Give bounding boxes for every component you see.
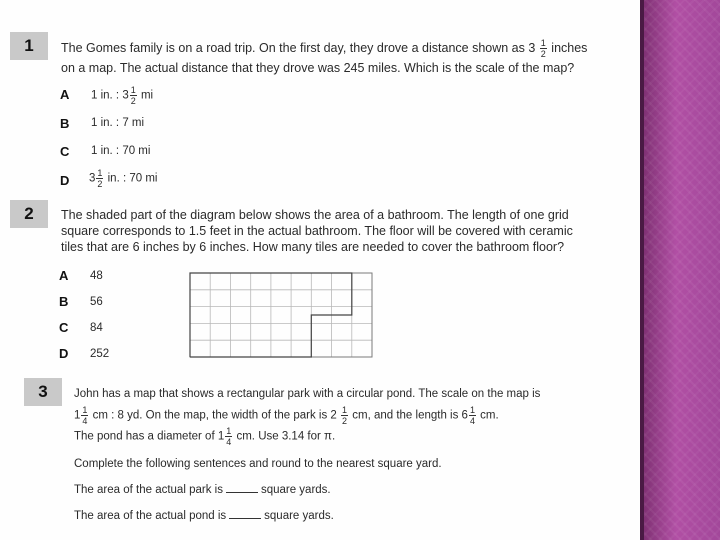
option-letter: D [59, 346, 69, 361]
decorative-sidebar [640, 0, 720, 540]
option-letter: C [60, 144, 70, 159]
answer-blank[interactable] [229, 509, 261, 519]
option-a-text: 1 in. : 3 $\frac{1}{2}$ mi [91, 85, 154, 106]
question-1-line2: on a map. The actual distance that they drove was 245 miles. Which is the scale of the map? [61, 61, 575, 75]
option-c-text: 1 in. : 70 mi [91, 145, 151, 157]
question-3-line4: Complete the following sentences and round to the nearest square yard. [74, 458, 442, 470]
fraction: $\frac{1}{2}$ [540, 38, 546, 59]
bathroom-grid-diagram [189, 272, 373, 358]
option-a-text: 48 [90, 270, 103, 282]
option-letter: C [59, 320, 69, 335]
option-letter: B [60, 116, 70, 131]
option-c-text: 84 [90, 322, 103, 334]
option-letter: A [59, 268, 69, 283]
question-2-text: The shaded part of the diagram below shows the area of a bathroom. The length of one grid square corresponds to 1.5 feet in the actual bathroom. The floor will be covered with ceramic tiles that are 6 inches by 6 inches. How many tiles are needed to cover the bathroom floor? [61, 208, 573, 254]
question-3-pond-sentence: The area of the actual pond is square yards. [74, 510, 334, 522]
question-3-text [74, 385, 634, 525]
option-b-text: 1 in. : 7 mi [91, 117, 145, 129]
answer-blank[interactable] [226, 483, 258, 493]
question-1-line1a: The Gomes family is on a road trip. On the first day, they drove a distance shown as 3 [61, 40, 536, 55]
option-letter: D [60, 173, 70, 188]
question-3-park-sentence: The area of the actual park is square yards. [74, 484, 331, 496]
question-1-line1b: inches [551, 40, 588, 55]
question-3-line2: 1 $\frac{1}{4}$ cm : 8 yd. On the map, the width of the park is 2 $\frac{1}{2}$ cm, and the length is 6 $\frac{1}{4}$ cm. [74, 405, 499, 426]
question-number-badge: 3 [24, 378, 62, 406]
option-letter: A [60, 87, 70, 102]
question-3-line3: The pond has a diameter of 1 $\frac{1}{4}$ cm. Use 3.14 for π. [74, 426, 336, 447]
question-number-badge: 1 [10, 32, 48, 60]
option-b-text: 56 [90, 296, 103, 308]
option-d-text: 252 [90, 348, 110, 360]
question-number-badge: 2 [10, 200, 48, 228]
sidebar-divider [640, 0, 644, 540]
question-3-line1: John has a map that shows a rectangular park with a circular pond. The scale on the map is [74, 388, 541, 400]
option-d-text: 3 $\frac{1}{2}$ in. : 70 mi [89, 168, 158, 189]
question-1-text [61, 38, 636, 78]
option-letter: B [59, 294, 69, 309]
